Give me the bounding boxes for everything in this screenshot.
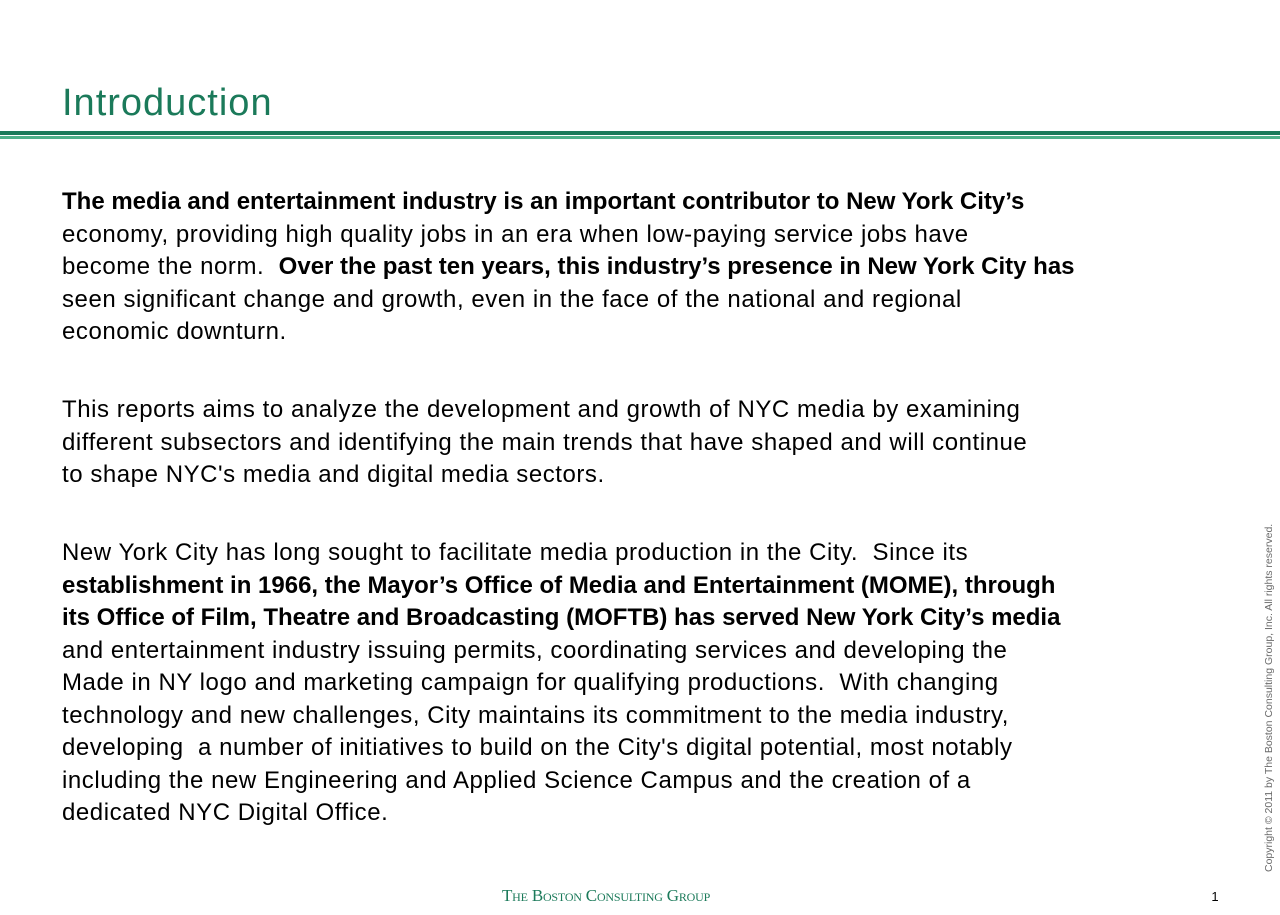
text-run: dedicated NYC Digital Office. [62, 799, 389, 826]
paragraph-line [62, 427, 1027, 460]
paragraph-line [62, 459, 1027, 492]
text-run: This reports aims to analyze the development and growth of NYC media by examining [62, 396, 1021, 423]
paragraph-line [62, 635, 1060, 668]
company-logo-text: The Boston Consulting Group [502, 886, 711, 905]
paragraph-line [62, 186, 1075, 219]
paragraph-line [62, 765, 1060, 798]
bold-text-run: its Office of Film, Theatre and Broadcasting (MOFTB) has served New York City’s media [62, 604, 1061, 631]
intro-paragraph-3 [62, 537, 1060, 830]
text-run: economic downturn. [62, 318, 287, 345]
text-run: New York City has long sought to facilitate media production in the City. Since its [62, 539, 969, 566]
text-run: and entertainment industry issuing permits, coordinating services and developing the [62, 636, 1008, 664]
title-divider [0, 131, 1280, 135]
intro-paragraph-1 [62, 186, 1075, 349]
bold-text-run: Over the past ten years, this industry’s presence in New York City has [278, 253, 1075, 280]
copyright-notice: Copyright © 2011 by The Boston Consulting Group, Inc. All rights reserved. [1263, 523, 1275, 872]
text-run: Made in NY logo and marketing campaign for qualifying productions. With changing [62, 669, 999, 696]
page-title: Introduction [62, 82, 273, 124]
paragraph-line [62, 570, 1060, 603]
paragraph-line [62, 700, 1060, 733]
paragraph-line [62, 667, 1060, 700]
paragraph-line [62, 732, 1060, 765]
text-run: seen significant change and growth, even in the face of the national and regional [62, 285, 962, 313]
text-run: developing a number of initiatives to build on the City's digital potential, most notably [62, 734, 1013, 761]
text-run: including the new Engineering and Applied Science Campus and the creation of a [62, 766, 971, 794]
bold-text-run: The media and entertainment industry is an important contributor to New York City’s [62, 188, 1025, 215]
paragraph-line [62, 219, 1075, 252]
bold-text-run: establishment in 1966, the Mayor’s Office of Media and Entertainment (MOME), through [62, 571, 1056, 599]
text-run: to shape NYC's media and digital media sectors. [62, 461, 605, 488]
intro-paragraph-2 [62, 394, 1027, 492]
text-run: economy, providing high quality jobs in an era when low-paying service jobs have [62, 220, 969, 248]
paragraph-line [62, 797, 1060, 830]
paragraph-line [62, 284, 1075, 317]
paragraph-line [62, 602, 1060, 635]
text-run: technology and new challenges, City maintains its commitment to the media industry, [62, 701, 1009, 729]
title-divider-accent [0, 136, 1280, 139]
paragraph-line [62, 537, 1060, 570]
paragraph-line [62, 251, 1075, 284]
paragraph-line [62, 316, 1075, 349]
page-number: 1 [1211, 889, 1219, 904]
text-run: become the norm. [62, 253, 279, 280]
paragraph-line [62, 394, 1027, 427]
text-run: different subsectors and identifying the main trends that have shaped and will continue [62, 428, 1028, 456]
